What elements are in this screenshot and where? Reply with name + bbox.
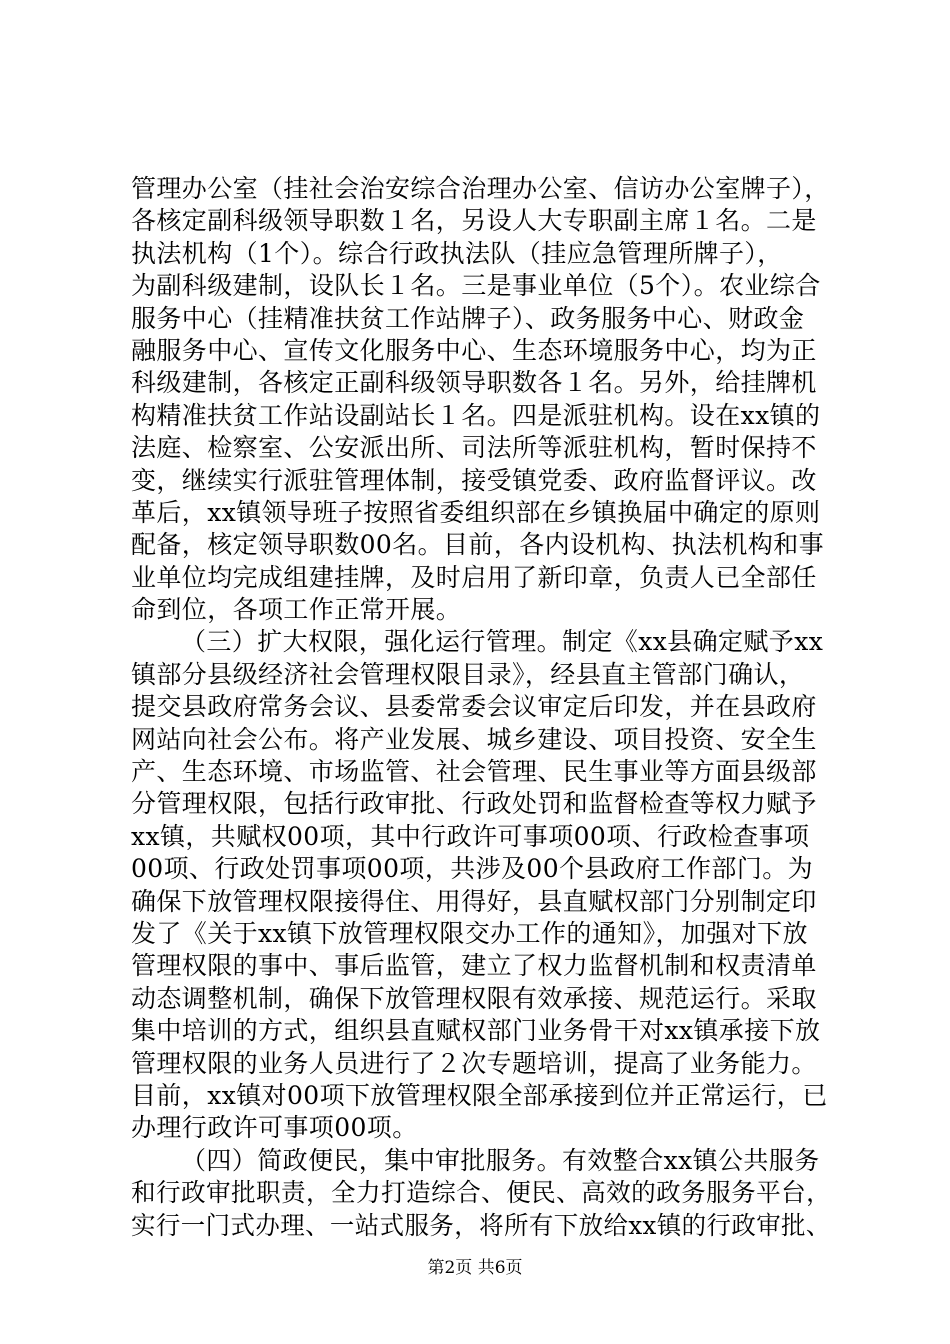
text-line: （三）扩大权限，强化运行管理。制定《xx县确定赋予xx (181, 627, 824, 657)
document-body (131, 173, 831, 1242)
text-line: 科级建制，各核定正副科级领导职数各１名。另外，给挂牌机 (131, 368, 817, 398)
text-line: 业单位均完成组建挂牌，及时启用了新印章，负责人已全部任 (131, 562, 817, 592)
text-line: 融服务中心、宣传文化服务中心、生态环境服务中心，均为正 (131, 335, 817, 365)
text-line: 革后，xx镇领导班子按照省委组织部在乡镇换届中确定的原则 (131, 497, 821, 527)
text-line: 目前，xx镇对00项下放管理权限全部承接到位并正常运行，已 (131, 1080, 828, 1110)
text-line: 镇部分县级经济社会管理权限目录》，经县直主管部门确认， (131, 659, 805, 689)
text-line: 构精准扶贫工作站设副站长１名。四是派驻机构。设在xx镇的 (131, 400, 821, 430)
text-line: 各核定副科级领导职数１名，另设人大专职副主席１名。二是 (131, 206, 817, 236)
text-line: 配备，核定领导职数00名。目前，各内设机构、执法机构和事 (131, 530, 825, 560)
text-line: 产、生态环境、市场监管、社会管理、民生事业等方面县级部 (131, 757, 817, 787)
text-line: （四）简政便民，集中审批服务。有效整合xx镇公共服务 (181, 1145, 820, 1175)
text-line: 发了《关于xx镇下放管理权限交办工作的通知》，加强对下放 (131, 918, 808, 948)
text-line: 实行一门式办理、一站式服务，将所有下放给xx镇的行政审批、 (131, 1210, 831, 1240)
text-line: 集中培训的方式，组织县直赋权部门业务骨干对xx镇承接下放 (131, 1016, 821, 1046)
text-line: 提交县政府常务会议、县委常委会议审定后印发，并在县政府 (131, 692, 817, 722)
text-line: 管理权限的业务人员进行了２次专题培训，提高了业务能力。 (131, 1048, 817, 1078)
text-line: 服务中心（挂精准扶贫工作站牌子）、政务服务中心、财政金 (131, 303, 805, 333)
text-line: 网站向社会公布。将产业发展、城乡建设、项目投资、安全生 (131, 724, 817, 754)
text-line: 确保下放管理权限接得住、用得好，县直赋权部门分别制定印 (131, 886, 817, 916)
text-line: 变，继续实行派驻管理体制，接受镇党委、政府监督评议。改 (131, 465, 817, 495)
text-line: 为副科级建制，设队长１名。三是事业单位（5个）。农业综合 (131, 271, 821, 301)
text-line: 办理行政许可事项00项。 (131, 1113, 418, 1143)
text-line: 和行政审批职责，全力打造综合、便民、高效的政务服务平台， (131, 1178, 832, 1208)
page-footer: 第2页 共6页 (427, 1258, 523, 1278)
text-line: 动态调整机制，确保下放管理权限有效承接、规范运行。采取 (131, 983, 817, 1013)
text-line: xx镇，共赋权00项，其中行政许可事项00项、行政检查事项 (131, 821, 810, 851)
text-line: 00项、行政处罚事项00项，共涉及00个县政府工作部门。为 (131, 854, 814, 884)
text-line: 管理办公室（挂社会治安综合治理办公室、信访办公室牌子）， (131, 174, 830, 203)
text-line: 命到位，各项工作正常开展。 (131, 595, 462, 625)
text-line: 法庭、检察室、公安派出所、司法所等派驻机构，暂时保持不 (131, 433, 817, 463)
text-line: 分管理权限，包括行政审批、行政处罚和监督检查等权力赋予 (131, 789, 817, 819)
text-line: 执法机构（1个）。综合行政执法队（挂应急管理所牌子）， (131, 238, 783, 268)
text-line: 管理权限的事中、事后监管，建立了权力监督机制和权责清单 (131, 951, 817, 981)
